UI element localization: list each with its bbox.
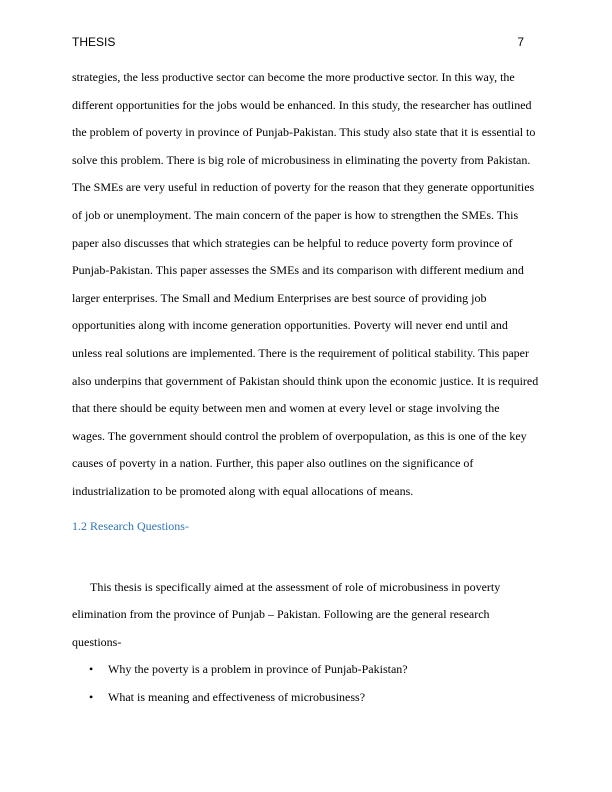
text-line: industrialization to be promoted along with equal allocations of means. (72, 483, 414, 498)
question-text: What is meaning and effectiveness of microbusiness? (108, 690, 366, 705)
list-item (72, 656, 542, 684)
text-line: wages. The government should control the problem of overpopulation, as this is one of the key (72, 428, 527, 443)
text-line: Punjab-Pakistan. This paper assesses the SMEs and its comparison with different medium and (72, 263, 524, 278)
page-number: 7 (517, 35, 524, 49)
text-line: larger enterprises. The Small and Medium Enterprises are best source of providing job (72, 290, 487, 305)
text-line: unless real solutions are implemented. There is the requirement of political stability. This paper (72, 345, 529, 360)
bullet-icon: • (89, 662, 94, 677)
research-questions-list (72, 656, 542, 711)
body-paragraph-1 (72, 64, 542, 506)
text-line: that there should be equity between men and women at every level or stage involving the (72, 401, 500, 416)
blank-line (72, 540, 542, 568)
text-line: The SMEs are very useful in reduction of poverty for the reason that they generate opportunities (72, 180, 535, 195)
page-header (72, 35, 524, 51)
document-body (72, 64, 542, 712)
list-item (72, 684, 542, 712)
question-text: Why the poverty is a problem in province of Punjab-Pakistan? (108, 662, 408, 677)
text-line: opportunities along with income generation opportunities. Poverty will never end until and (72, 318, 508, 333)
running-head-title: THESIS (72, 35, 116, 49)
body-paragraph-2 (72, 574, 542, 657)
text-line: questions- (72, 634, 122, 649)
text-line: of job or unemployment. The main concern of the paper is how to strengthen the SMEs. This (72, 207, 519, 222)
section-heading: 1.2 Research Questions- (72, 518, 189, 533)
bullet-icon: • (89, 690, 94, 705)
text-line: different opportunities for the jobs would be enhanced. In this study, the researcher has outlined (72, 97, 532, 112)
text-line: elimination from the province of Punjab – Pakistan. Following are the general research (72, 607, 490, 622)
text-line: also underpins that government of Pakistan should think upon the economic justice. It is required (72, 373, 539, 388)
text-line: causes of poverty in a nation. Further, this paper also outlines on the significance of (72, 456, 474, 471)
text-line: the problem of poverty in province of Punjab-Pakistan. This study also state that it is essential to (72, 125, 536, 140)
text-line: strategies, the less productive sector can become the more productive sector. In this way, the (72, 70, 515, 84)
text-line: solve this problem. There is big role of microbusiness in eliminating the poverty from Pakistan. (72, 152, 531, 167)
text-line: paper also discusses that which strategies can be helpful to reduce poverty form province of (72, 235, 513, 250)
text-line: This thesis is specifically aimed at the assessment of role of microbusiness in poverty (90, 579, 501, 594)
